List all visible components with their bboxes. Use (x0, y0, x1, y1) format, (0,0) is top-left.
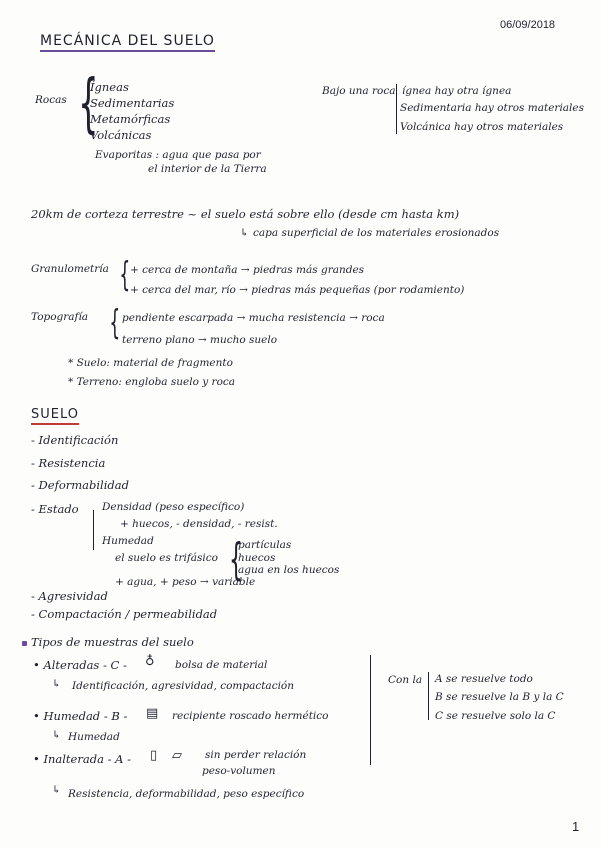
page-title (40, 34, 215, 48)
bajo-roca-item: ígnea hay otra ígnea (402, 85, 512, 97)
bajo-roca-item: Sedimentaria hay otros materiales (400, 102, 585, 114)
suelo-item: - Deformabilidad (31, 478, 129, 492)
page-title-text: MECÁNICA DEL SUELO (40, 33, 215, 52)
rocas-item: Ígneas (90, 80, 129, 94)
muestra-inalterada: • Inalterada - A - (33, 752, 131, 766)
trifasico: el suelo es trifásico (115, 552, 218, 564)
nota-terreno: * Terreno: engloba suelo y roca (68, 376, 236, 388)
compactacion: - Compactación / permeabilidad (31, 607, 218, 621)
bajo-roca-lead: Bajo una roca (322, 85, 396, 97)
suelo-heading (31, 408, 79, 422)
granulometria-line: + cerca del mar, río → piedras más pequeñas (por rodamiento) (130, 284, 465, 296)
granulometria-label: Granulometría (31, 263, 109, 275)
fase-item: partículas (238, 539, 292, 551)
granulometria-brace: { (119, 255, 131, 295)
muestras-heading: Tipos de muestras del suelo (31, 635, 194, 649)
fase-item: agua en los huecos (238, 564, 340, 576)
corteza-arrow: ↳ (240, 227, 249, 239)
container-icon: ▤ (146, 706, 159, 721)
con-la-item: A se resuelve todo (435, 673, 533, 685)
evaporitas-line2: el interior de la Tierra (148, 163, 267, 175)
rocas-brace: { (78, 67, 99, 141)
muestra-humedad-desc: recipiente roscado hermético (172, 710, 329, 722)
muestra-humedad: • Humedad - B - (33, 709, 128, 723)
block-icon: ▱ (172, 748, 182, 763)
muestra-alteradas-sub: Identificación, agresividad, compactación (72, 680, 295, 692)
nota-suelo: * Suelo: material de fragmento (68, 357, 233, 369)
estado-bracket (93, 510, 94, 550)
muestra-humedad-sub: Humedad (68, 731, 120, 743)
humedad-label: Humedad (102, 535, 154, 547)
topografia-label: Topografía (31, 311, 89, 323)
muestra-inalterada-desc2: peso-volumen (202, 765, 276, 777)
divider-line (370, 655, 371, 765)
densidad-sub: + huecos, - densidad, - resist. (120, 518, 278, 530)
bag-icon: ♁ (145, 654, 155, 669)
suelo-item: - Estado (31, 502, 79, 516)
corteza-line2: capa superficial de los materiales erosionados (253, 227, 500, 239)
fase-item: huecos (238, 552, 276, 564)
con-la-item: B se resuelve la B y la C (435, 691, 564, 703)
rocas-item: Metamórficas (90, 112, 171, 126)
bajo-roca-bracket (396, 84, 397, 134)
con-la-lead: Con la (388, 674, 423, 686)
arrow-humedad: ↳ (52, 729, 61, 741)
rocas-item: Sedimentarias (90, 96, 175, 110)
cylinder-icon: ▯ (150, 748, 158, 763)
suelo-heading-text: SUELO (31, 407, 79, 425)
evaporitas: Evaporitas : agua que pasa por (95, 149, 261, 161)
topografia-brace: { (109, 303, 121, 343)
topografia-line: pendiente escarpada → mucha resistencia → roca (122, 312, 385, 324)
agresividad: - Agresividad (31, 589, 108, 603)
con-la-item: C se resuelve solo la C (435, 710, 556, 722)
con-la-bracket (428, 672, 429, 720)
rocas-item: Volcánicas (90, 128, 152, 142)
bajo-roca-item: Volcánica hay otros materiales (400, 121, 564, 133)
suelo-item: - Identificación (31, 433, 119, 447)
muestra-alteradas: • Alteradas - C - (33, 658, 127, 672)
page-date: 06/09/2018 (500, 19, 556, 31)
muestra-alteradas-desc: bolsa de material (175, 659, 268, 671)
corteza-line1: 20km de corteza terrestre ~ el suelo está sobre ello (desde cm hasta km) (31, 207, 460, 221)
densidad: Densidad (peso específico) (102, 501, 245, 513)
topografia-line: terreno plano → mucho suelo (122, 334, 278, 346)
suelo-item: - Resistencia (31, 456, 106, 470)
rocas-label: Rocas (35, 94, 67, 106)
fases-brace: { (229, 534, 243, 585)
muestra-inalterada-desc: sin perder relación (205, 749, 307, 761)
page-number: 1 (572, 819, 580, 834)
agua-peso: + agua, + peso → variable (115, 576, 256, 588)
muestra-inalterada-sub: Resistencia, deformabilidad, peso específico (68, 788, 305, 800)
arrow-inalterada: ↳ (52, 784, 61, 796)
granulometria-line: + cerca de montaña → piedras más grandes (130, 264, 365, 276)
purple-bullet-icon (22, 641, 27, 646)
arrow-alteradas: ↳ (52, 678, 61, 690)
